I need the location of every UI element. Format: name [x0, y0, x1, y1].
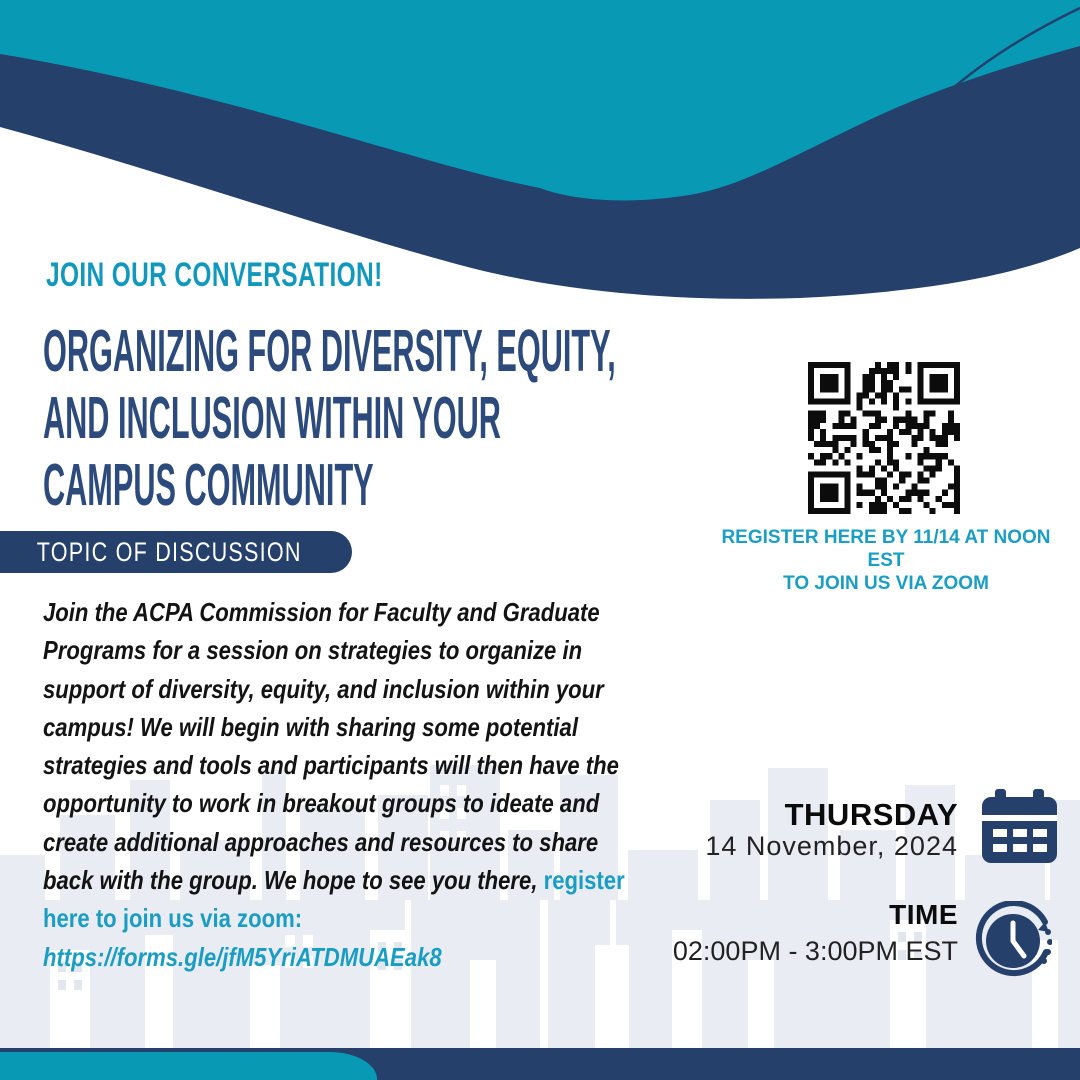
title-line-1: ORGANIZING FOR DIVERSITY, EQUITY,: [43, 318, 616, 384]
topic-banner-label: TOPIC OF DISCUSSION: [36, 537, 302, 567]
register-link-url[interactable]: https://forms.gle/jfM5YriATDMUAEak8: [43, 941, 442, 972]
top-wave-decoration: [0, 0, 1080, 310]
qr-caption: [703, 526, 1069, 595]
event-description: [43, 593, 638, 976]
schedule-day: THURSDAY: [784, 797, 958, 832]
topic-banner: [0, 531, 352, 573]
title-line-3: CAMPUS COMMUNITY: [43, 452, 374, 518]
register-link-text[interactable]: register here to join us via zoom:: [43, 865, 625, 934]
qr-code[interactable]: [808, 362, 960, 514]
clock-icon: [974, 901, 1052, 979]
title-line-2: AND INCLUSION WITHIN YOUR: [43, 385, 501, 451]
schedule-time-label: TIME: [889, 899, 958, 930]
schedule-time-value: 02:00PM - 3:00PM EST: [672, 936, 958, 966]
footer-teal-bar: [0, 1052, 377, 1080]
calendar-icon: [982, 789, 1057, 866]
qr-caption-line1: REGISTER HERE BY 11/14 AT NOON EST: [721, 527, 1051, 571]
description-text: Join the ACPA Commission for Faculty and Graduate Programs for a session on strategies to organize in support of diversity, equity, and inclusion within your campus! We will begin with sharing some potential strategies and tools and participants will then have the opportunity to work in breakout groups to ideate and create additional approaches and resources to share back with the group. We hope to see you there,: [43, 597, 619, 896]
kicker-text: JOIN OUR CONVERSATION!: [46, 256, 383, 294]
schedule-date: 14 November, 2024: [705, 831, 958, 861]
qr-caption-line2: TO JOIN US VIA ZOOM: [783, 573, 989, 594]
